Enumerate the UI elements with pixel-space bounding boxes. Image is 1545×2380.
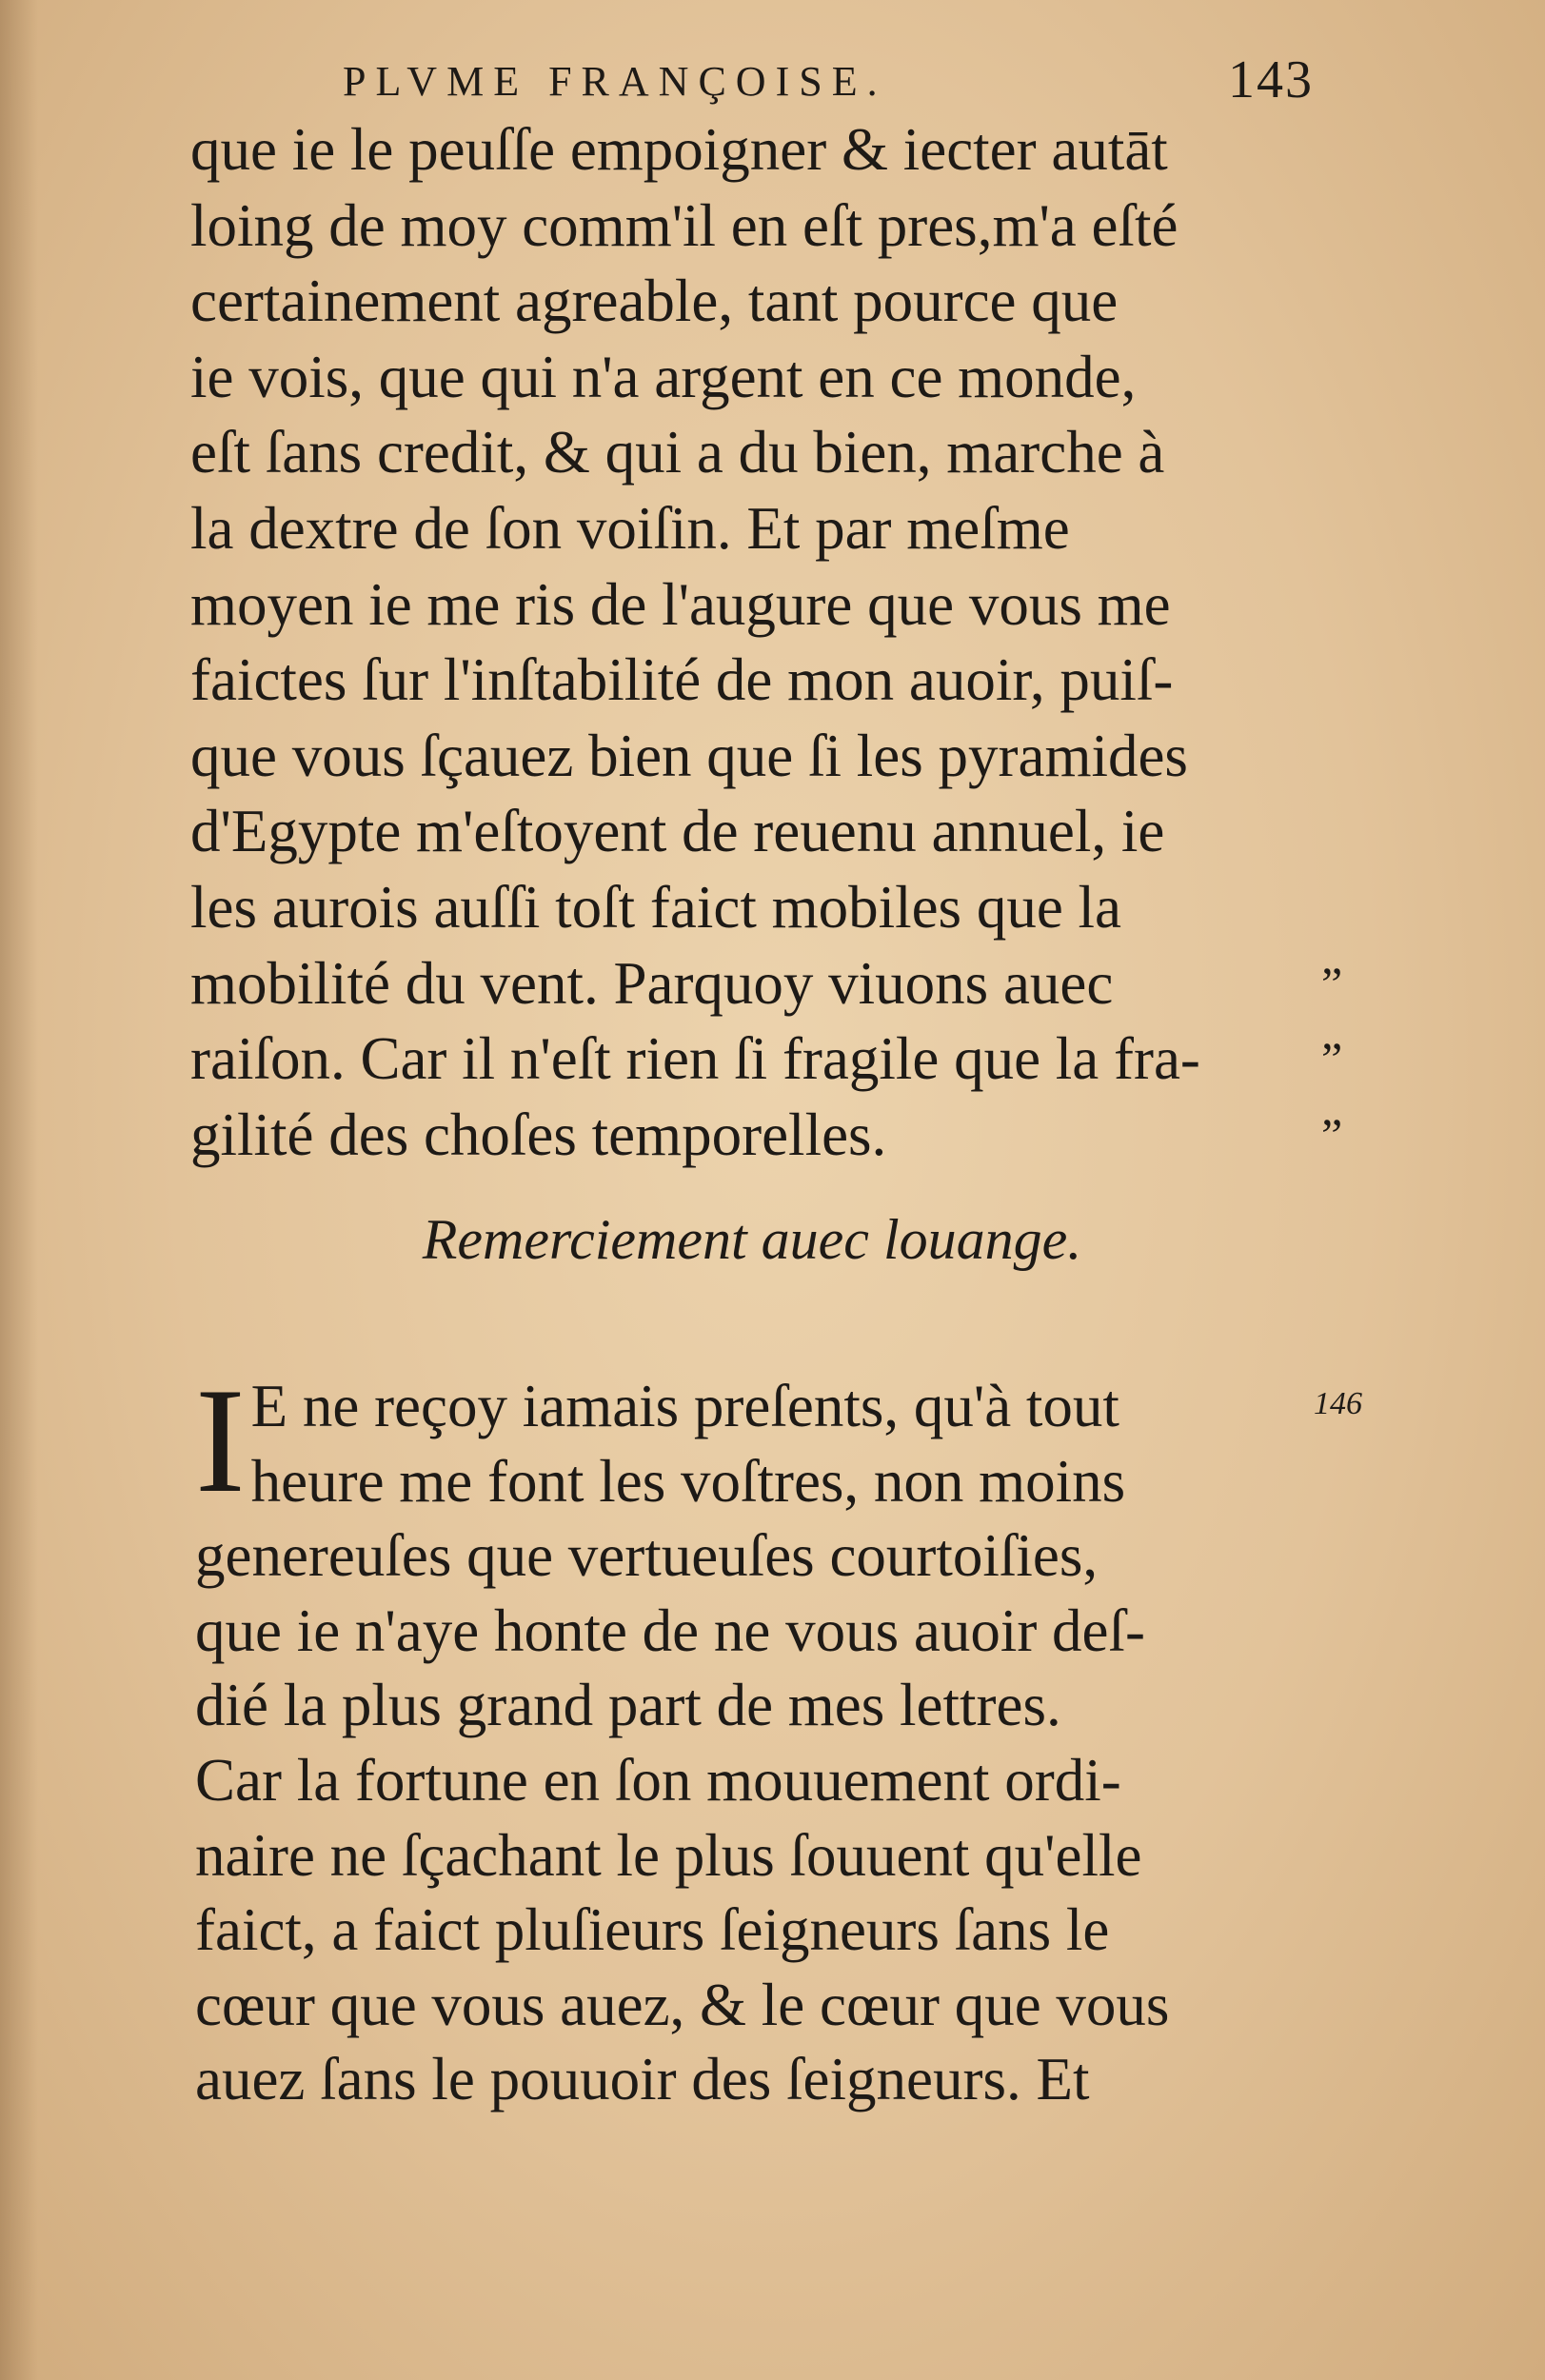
text-line: faict, a faict pluſieurs ſeigneurs ſans le (195, 1896, 1110, 1964)
text-line: naire ne ſçachant le plus ſouuent qu'elle (195, 1821, 1142, 1889)
text-line: les aurois auſſi toſt faict mobiles que la (190, 873, 1122, 941)
text-line: certainement agreable, tant pource que (190, 268, 1119, 335)
text-line: moyen ie me ris de l'augure que vous me (190, 570, 1171, 638)
text-line-quoted (190, 1021, 1343, 1098)
text-line: heure me font les voſtres, non moins (250, 1447, 1126, 1515)
text-line: cœur que vous auez, & le cœur que vous (195, 1971, 1170, 2038)
page-number: 143 (1228, 50, 1314, 109)
paragraph-2 (195, 1358, 1318, 2117)
text-line: que vous ſçauez bien que ſi les pyramides (190, 722, 1188, 789)
drop-cap: I (195, 1358, 246, 1524)
quote-mark: ” (1321, 956, 1343, 1010)
paragraph-1 (190, 112, 1343, 1173)
text-line: que ie n'aye honte de ne vous auoir deſ- (195, 1597, 1146, 1664)
text-line: ie vois, que qui n'a argent en ce monde, (190, 343, 1137, 410)
quote-mark: ” (1321, 1107, 1343, 1161)
quote-mark: ” (1321, 1032, 1343, 1086)
text-line: la dextre de ſon voiſin. Et par meſme (190, 494, 1070, 562)
text-line-quoted (190, 946, 1343, 1022)
text-line-content: gilité des choſes temporelles. (190, 1101, 887, 1168)
margin-note: 146 (1314, 1386, 1362, 1421)
text-line: loing de moy comm'il en eſt pres,m'a eſté (190, 191, 1179, 259)
section-heading: Remerciement auec louange. (422, 1208, 1082, 1271)
text-line: faictes ſur l'inſtabilité de mon auoir, puiſ- (190, 646, 1174, 714)
text-line: eſt ſans credit, & qui a du bien, marche à (190, 419, 1165, 486)
text-line: d'Egypte m'eſtoyent de reuenu annuel, ie (190, 798, 1165, 865)
page-fold-shadow (0, 0, 38, 2380)
text-line-content: raiſon. Car il n'eſt rien ſi fragile que la fra- (190, 1025, 1200, 1093)
text-line: Car la fortune en ſon mouuement ordi- (195, 1746, 1121, 1814)
text-line: auez ſans le pouuoir des ſeigneurs. Et (195, 2046, 1090, 2113)
text-line: genereuſes que vertueuſes courtoiſies, (195, 1522, 1099, 1590)
text-line: dié la plus grand part de mes lettres. (195, 1672, 1061, 1739)
running-title: PLVME FRANÇOISE. (343, 58, 887, 105)
text-line: E ne reçoy iamais preſents, qu'à tout (250, 1373, 1119, 1439)
text-line-quoted (190, 1098, 1343, 1174)
text-line-content: mobilité du vent. Parquoy viuons auec (190, 949, 1114, 1017)
text-line: que ie le peuſſe empoigner & iecter autāt (190, 116, 1168, 183)
